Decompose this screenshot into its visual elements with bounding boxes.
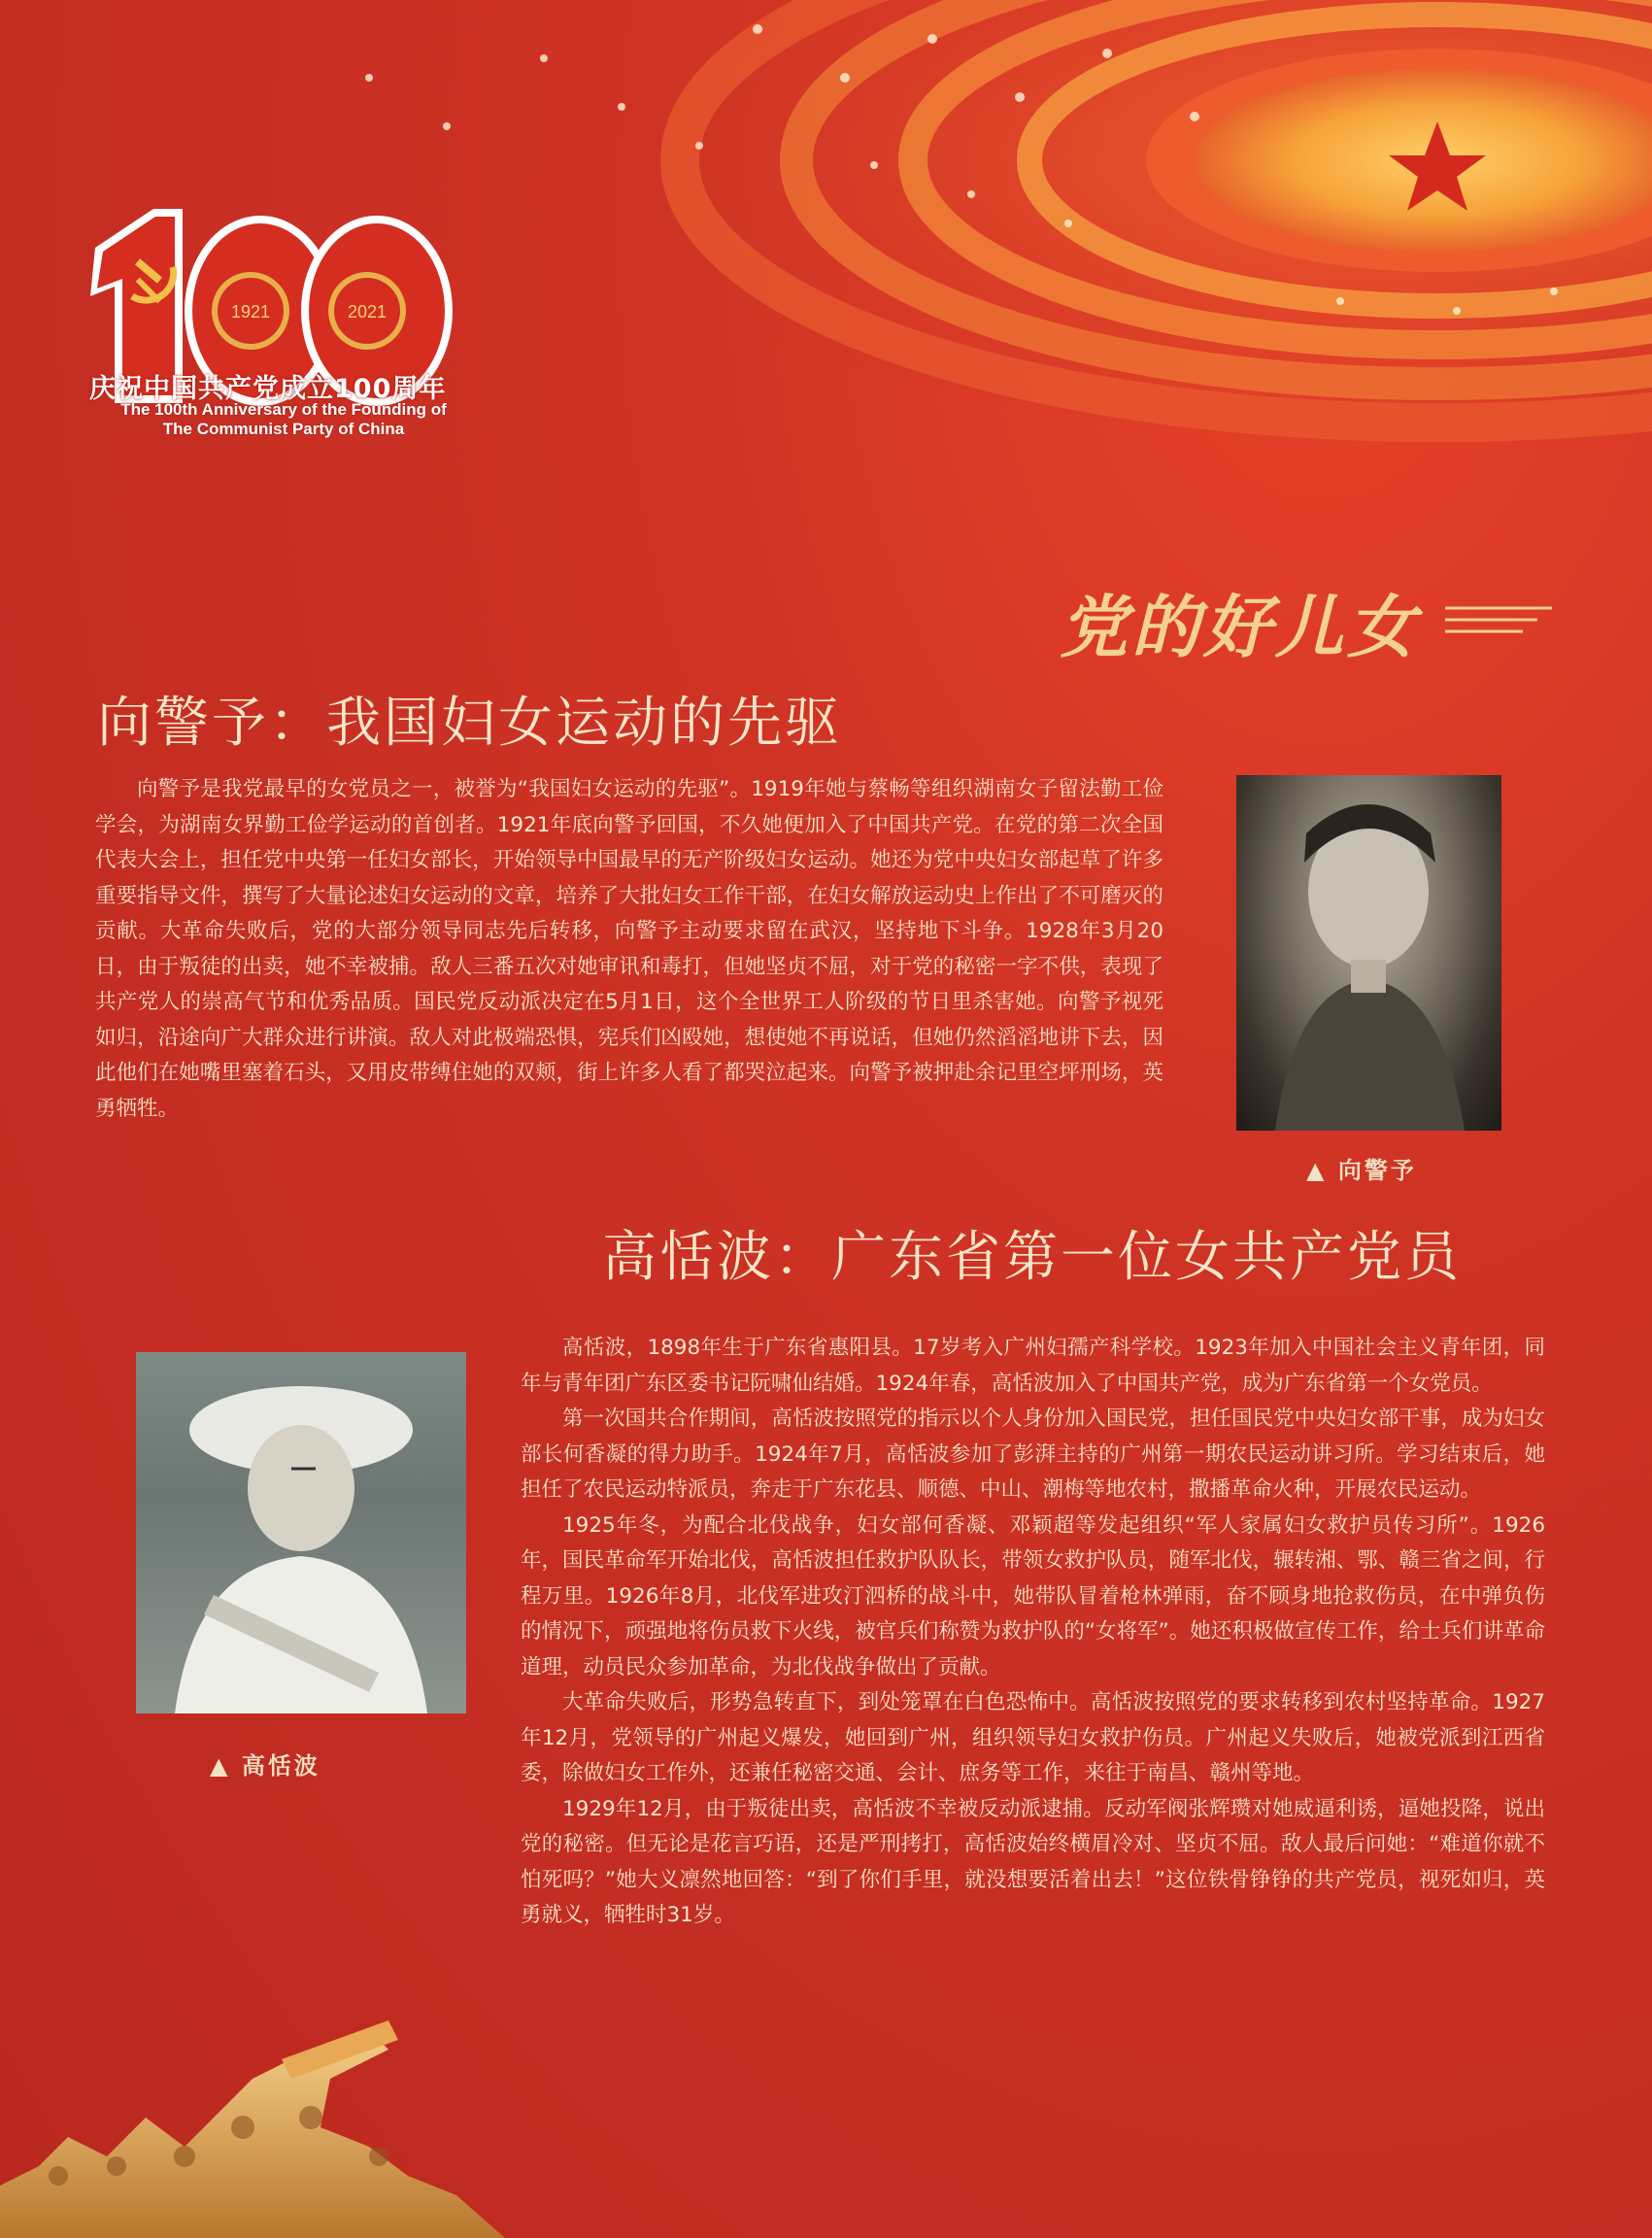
article2-paragraph-4: 大革命失败后，形势急转直下，到处笼罩在白色恐怖中。高恬波按照党的要求转移到农村坚持革命。1927年12月，党领导的广州起义爆发，她回到广州，组织领导妇女救护伤员。广州起义失败后，她被党派到江西省委，除做妇女工作外，还兼任秘密交通、会计、庶务等工作，来往于南昌、赣州等地。 — [521, 1690, 1545, 1785]
photo-caption-xiang-jingyu: ▲ 向警予 — [1306, 1156, 1417, 1184]
portrait-photo-xiang-jingyu — [1236, 775, 1501, 1131]
article2-paragraph-1: 高恬波，1898年生于广东省惠阳县。17岁考入广州妇孺产科学校。1923年加入中国社会主义青年团，同年与青年团广东区委书记阮啸仙结婚。1924年春，高恬波加入了中国共产党，成为广东省第一个女党员。 — [521, 1336, 1545, 1396]
article2-title: 高恬波：广东省第一位女共产党员 — [602, 1226, 1462, 1289]
article1-paragraph: 向警予是我党最早的女党员之一，被誉为“我国妇女运动的先驱”。1919年她与蔡畅等组织湖南女子留法勤工俭学会，为湖南女界勤工俭学运动的首创者。1921年底向警予回国，不久她便加入了中国共产党。在党的第二次全国代表大会上，担任党中央第一任妇女部长，开始领导中国最早的无产阶级妇女运动。她还为党中央妇女部起草了许多重要指导文件，撰写了大量论述妇女运动的文章，培养了大批妇女工作干部，在妇女解放运动史上作出了不可磨灭的贡献。大革命失败后，党的大部分领导同志先后转移，向警予主动要求留在武汉，坚持地下斗争。1928年3月20日，由于叛徒的出卖，她不幸被捕。敌人三番五次对她审讯和毒打，但她坚贞不屈，对于党的秘密一字不供，表现了共产党人的崇高气节和优秀品质。国民党反动派决定在5月1日，这个全世界工人阶级的节日里杀害她。向警予视死如归，沿途向广大群众进行讲演。敌人对此极端恐惧，宪兵们凶殴她，想使她不再说话，但她仍然滔滔地讲下去，因此他们在她嘴里塞着石头，又用皮带缚住她的双颊，街上许多人看了都哭泣起来。向警予被押赴余记里空坪刑场，英勇牺牲。 — [95, 777, 1163, 1121]
article2-paragraph-3: 1925年冬，为配合北伐战争，妇女部何香凝、邓颖超等发起组织“军人家属妇女救护员传习所”。1926年，国民革命军开始北伐，高恬波担任救护队队长，带领女救护队员，随军北伐，辗转湘、鄂、赣三省之间，行程万里。1926年8月，北伐军进攻汀泗桥的战斗中，她带队冒着枪林弹雨，奋不顾身地抢救伤员，在中弹负伤的情况下，顽强地将伤员救下火线，被官兵们称赞为救护队的“女将军”。她还积极做宣传工作，给士兵们讲革命道理，动员民众参加革命，为北伐战争做出了贡献。 — [521, 1512, 1545, 1679]
article2-body — [521, 1331, 1545, 1934]
article2-paragraph-5: 1929年12月，由于叛徒出卖，高恬波不幸被反动派逮捕。反动军阀张辉瓒对她威逼利诱，逼她投降，说出党的秘密。但无论是花言巧语，还是严刑拷打，高恬波始终横眉冷对、坚贞不屈。敌人最后问她：“难道你就不怕死吗？”她大义凛然地回答：“到了你们手里，就没想要活着出去！”这位铁骨铮铮的共产党员，视死如归，英勇就义，牺牲时31岁。 — [521, 1796, 1545, 1927]
heading-decoration-lines — [1445, 602, 1552, 641]
logo-title-en-line1: The 100th Anniversary of the Founding of — [120, 400, 447, 419]
logo-title-en — [89, 400, 478, 439]
article1-body — [95, 772, 1163, 1127]
section-heading: 党的好儿女 — [1060, 588, 1419, 667]
portrait-photo-gao-tianbo — [136, 1352, 466, 1713]
logo-title-en-line2: The Communist Party of China — [162, 420, 405, 438]
logo-title-cn: 庆祝中国共产党成立100周年 — [89, 374, 447, 404]
article2-paragraph-2: 第一次国共合作期间，高恬波按照党的指示以个人身份加入国民党，担任国民党中央妇女部干事，成为妇女部长何香凝的得力助手。1924年7月，高恬波参加了彭湃主持的广州第一期农民运动讲习所。学习结束后，她担任了农民运动特派员，奔走于广东花县、顺德、中山、潮梅等地农村，撒播革命火种，开展农民运动。 — [521, 1407, 1545, 1502]
revolutionary-statue-decoration — [0, 2020, 505, 2238]
article1-title: 向警予：我国妇女运动的先驱 — [97, 692, 842, 755]
logo-year-start: 1921 — [230, 302, 271, 322]
photo-caption-gao-tianbo: ▲ 高恬波 — [210, 1751, 320, 1780]
logo-year-end: 2021 — [347, 302, 388, 322]
